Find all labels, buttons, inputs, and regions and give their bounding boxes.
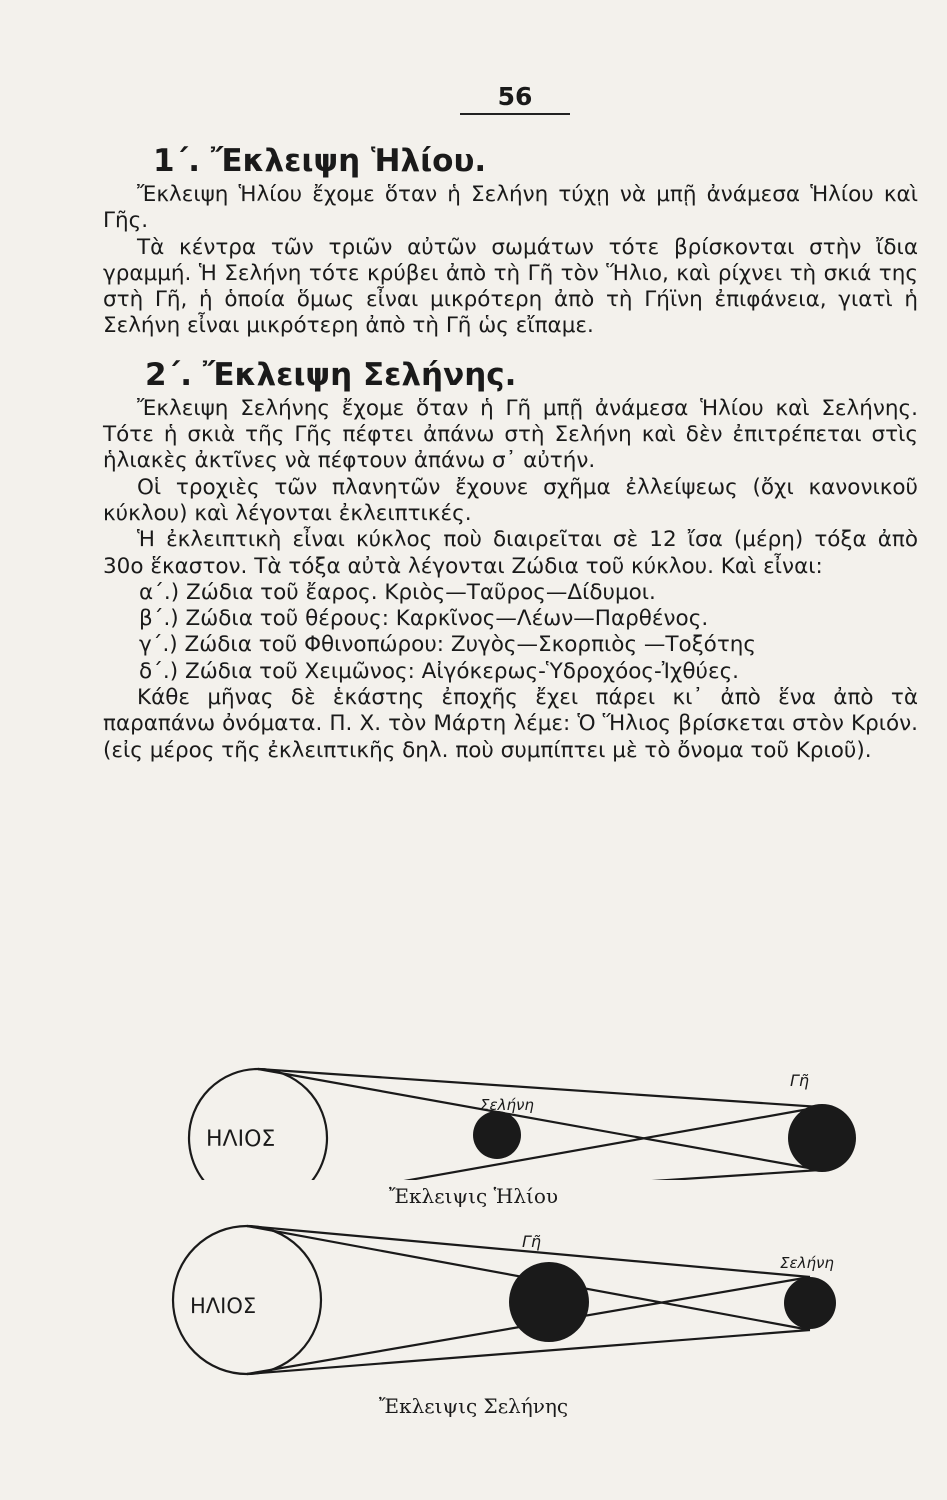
closing-paragraph: Κάθε μῆνας δὲ ἑκάστης ἐποχῆς ἔχει πάρει κι᾽ ἀπὸ ἕνα ἀπὸ τὰ παραπάνω ὀνόματα. Π. Χ. τὸν Μάρτη λέμε: Ὁ Ἥλιος βρίσκεται στὸν Κριόν. (εἰς μέρος τῆς ἐκλειπτικῆς δηλ. ποὺ συμπίπτει μὲ τὸ ὄνομα τοῦ Κριοῦ).	[103, 685, 918, 763]
sun-circle	[189, 1069, 327, 1180]
lunar-figure-caption: Ἔκλειψις Σελήνης	[378, 1394, 569, 1418]
earth-label: Γῆ	[790, 1071, 810, 1090]
moon-label: Σελήνη	[480, 1096, 534, 1114]
earth-disc	[509, 1262, 589, 1342]
lunar-eclipse-heading: 2΄. Ἔκλειψη Σελήνης.	[145, 356, 517, 393]
orbits-paragraph: Οἱ τροχιὲς τῶν πλανητῶν ἔχουνε σχῆμα ἐλλείψεως (ὄχι κανονικοῦ κύκλου) καὶ λέγονται ἐκλειπτικές.	[103, 474, 918, 526]
zodiac-autumn: γ΄.) Ζώδια τοῦ Φθινοπώρου: Ζυγὸς—Σκορπιὸς —Τοξότης	[139, 632, 757, 658]
ray-line	[247, 1330, 810, 1374]
earth-disc	[788, 1104, 856, 1172]
sun-label: ΗΛΙΟΣ	[206, 1127, 276, 1152]
text-body	[103, 140, 918, 764]
lunar-eclipse-diagram	[0, 1215, 947, 1395]
ray-line	[258, 1107, 820, 1180]
moon-disc	[473, 1111, 521, 1159]
zodiac-spring: α΄.) Ζώδια τοῦ ἔαρος. Κριὸς—Ταῦρος—Δίδυμοι.	[139, 579, 656, 605]
solar-eclipse-diagram	[0, 1030, 947, 1180]
lunar-paragraph-1: Ἔκλειψη Σελήνης ἔχομε ὅταν ἡ Γῆ μπῇ ἀνάμεσα Ἡλίου καὶ Σελήνης. Τότε ἡ σκιὰ τῆς Γῆς πέφτει ἀπάνω στὴ Σελήνη καὶ δὲν ἐπιτρέπεται στὶς ἡλιακὲς ἀκτῖνες νὰ πέφτουν ἀπάνω σ᾽ αὐτήν.	[103, 395, 918, 474]
earth-label: Γῆ	[522, 1232, 542, 1251]
solar-eclipse-heading: 1΄. Ἔκλειψη Ἡλίου.	[153, 143, 487, 179]
zodiac-summer: β΄.) Ζώδια τοῦ θέρους: Καρκῖνος—Λέων—Παρθένος.	[139, 606, 709, 632]
zodiac-winter: δ΄.) Ζώδια τοῦ Χειμῶνος: Αἰγόκερως-Ὑδροχόος-Ἰχθύες.	[139, 658, 740, 684]
solar-paragraph-2: Τὰ κέντρα τῶν τριῶν αὐτῶν σωμάτων τότε βρίσκονται στὴν ἴδια γραμμή. Ἡ Σελήνη τότε κρύβει ἀπὸ τὴ Γῆ τὸν Ἥλιο, καὶ ρίχνει τὴ σκιά της στὴ Γῆ, ἡ ὁποία ὅμως εἶναι μικρότερη ἀπὸ τὴ Γήϊνη ἐπιφάνεια, γιατὶ ἡ Σελήνη εἶναι μικρότερη ἀπὸ τὴ Γῆ ὡς εἴπαμε.	[103, 234, 918, 339]
ray-line	[258, 1069, 820, 1107]
moon-label: Σελήνη	[780, 1254, 834, 1272]
moon-disc	[784, 1277, 836, 1329]
solar-paragraph-1: Ἔκλειψη Ἡλίου ἔχομε ὅταν ἡ Σελήνη τύχῃ νὰ μπῇ ἀνάμεσα Ἡλίου καὶ Γῆς.	[103, 182, 918, 234]
ray-line	[258, 1069, 820, 1170]
ecliptic-paragraph: Ἡ ἐκλειπτικὴ εἶναι κύκλος ποὺ διαιρεῖται σὲ 12 ἴσα (μέρη) τόξα ἀπὸ 30ο ἕκαστον. Τὰ τόξα αὐτὰ λέγονται Ζώδια τοῦ κύκλου. Καὶ εἶναι:	[103, 527, 918, 579]
sun-label: ΗΛΙΟΣ	[190, 1294, 257, 1318]
page-number: 56	[460, 82, 570, 115]
solar-figure-caption: Ἔκλειψις Ἡλίου	[388, 1184, 559, 1208]
ray-line	[258, 1170, 820, 1180]
